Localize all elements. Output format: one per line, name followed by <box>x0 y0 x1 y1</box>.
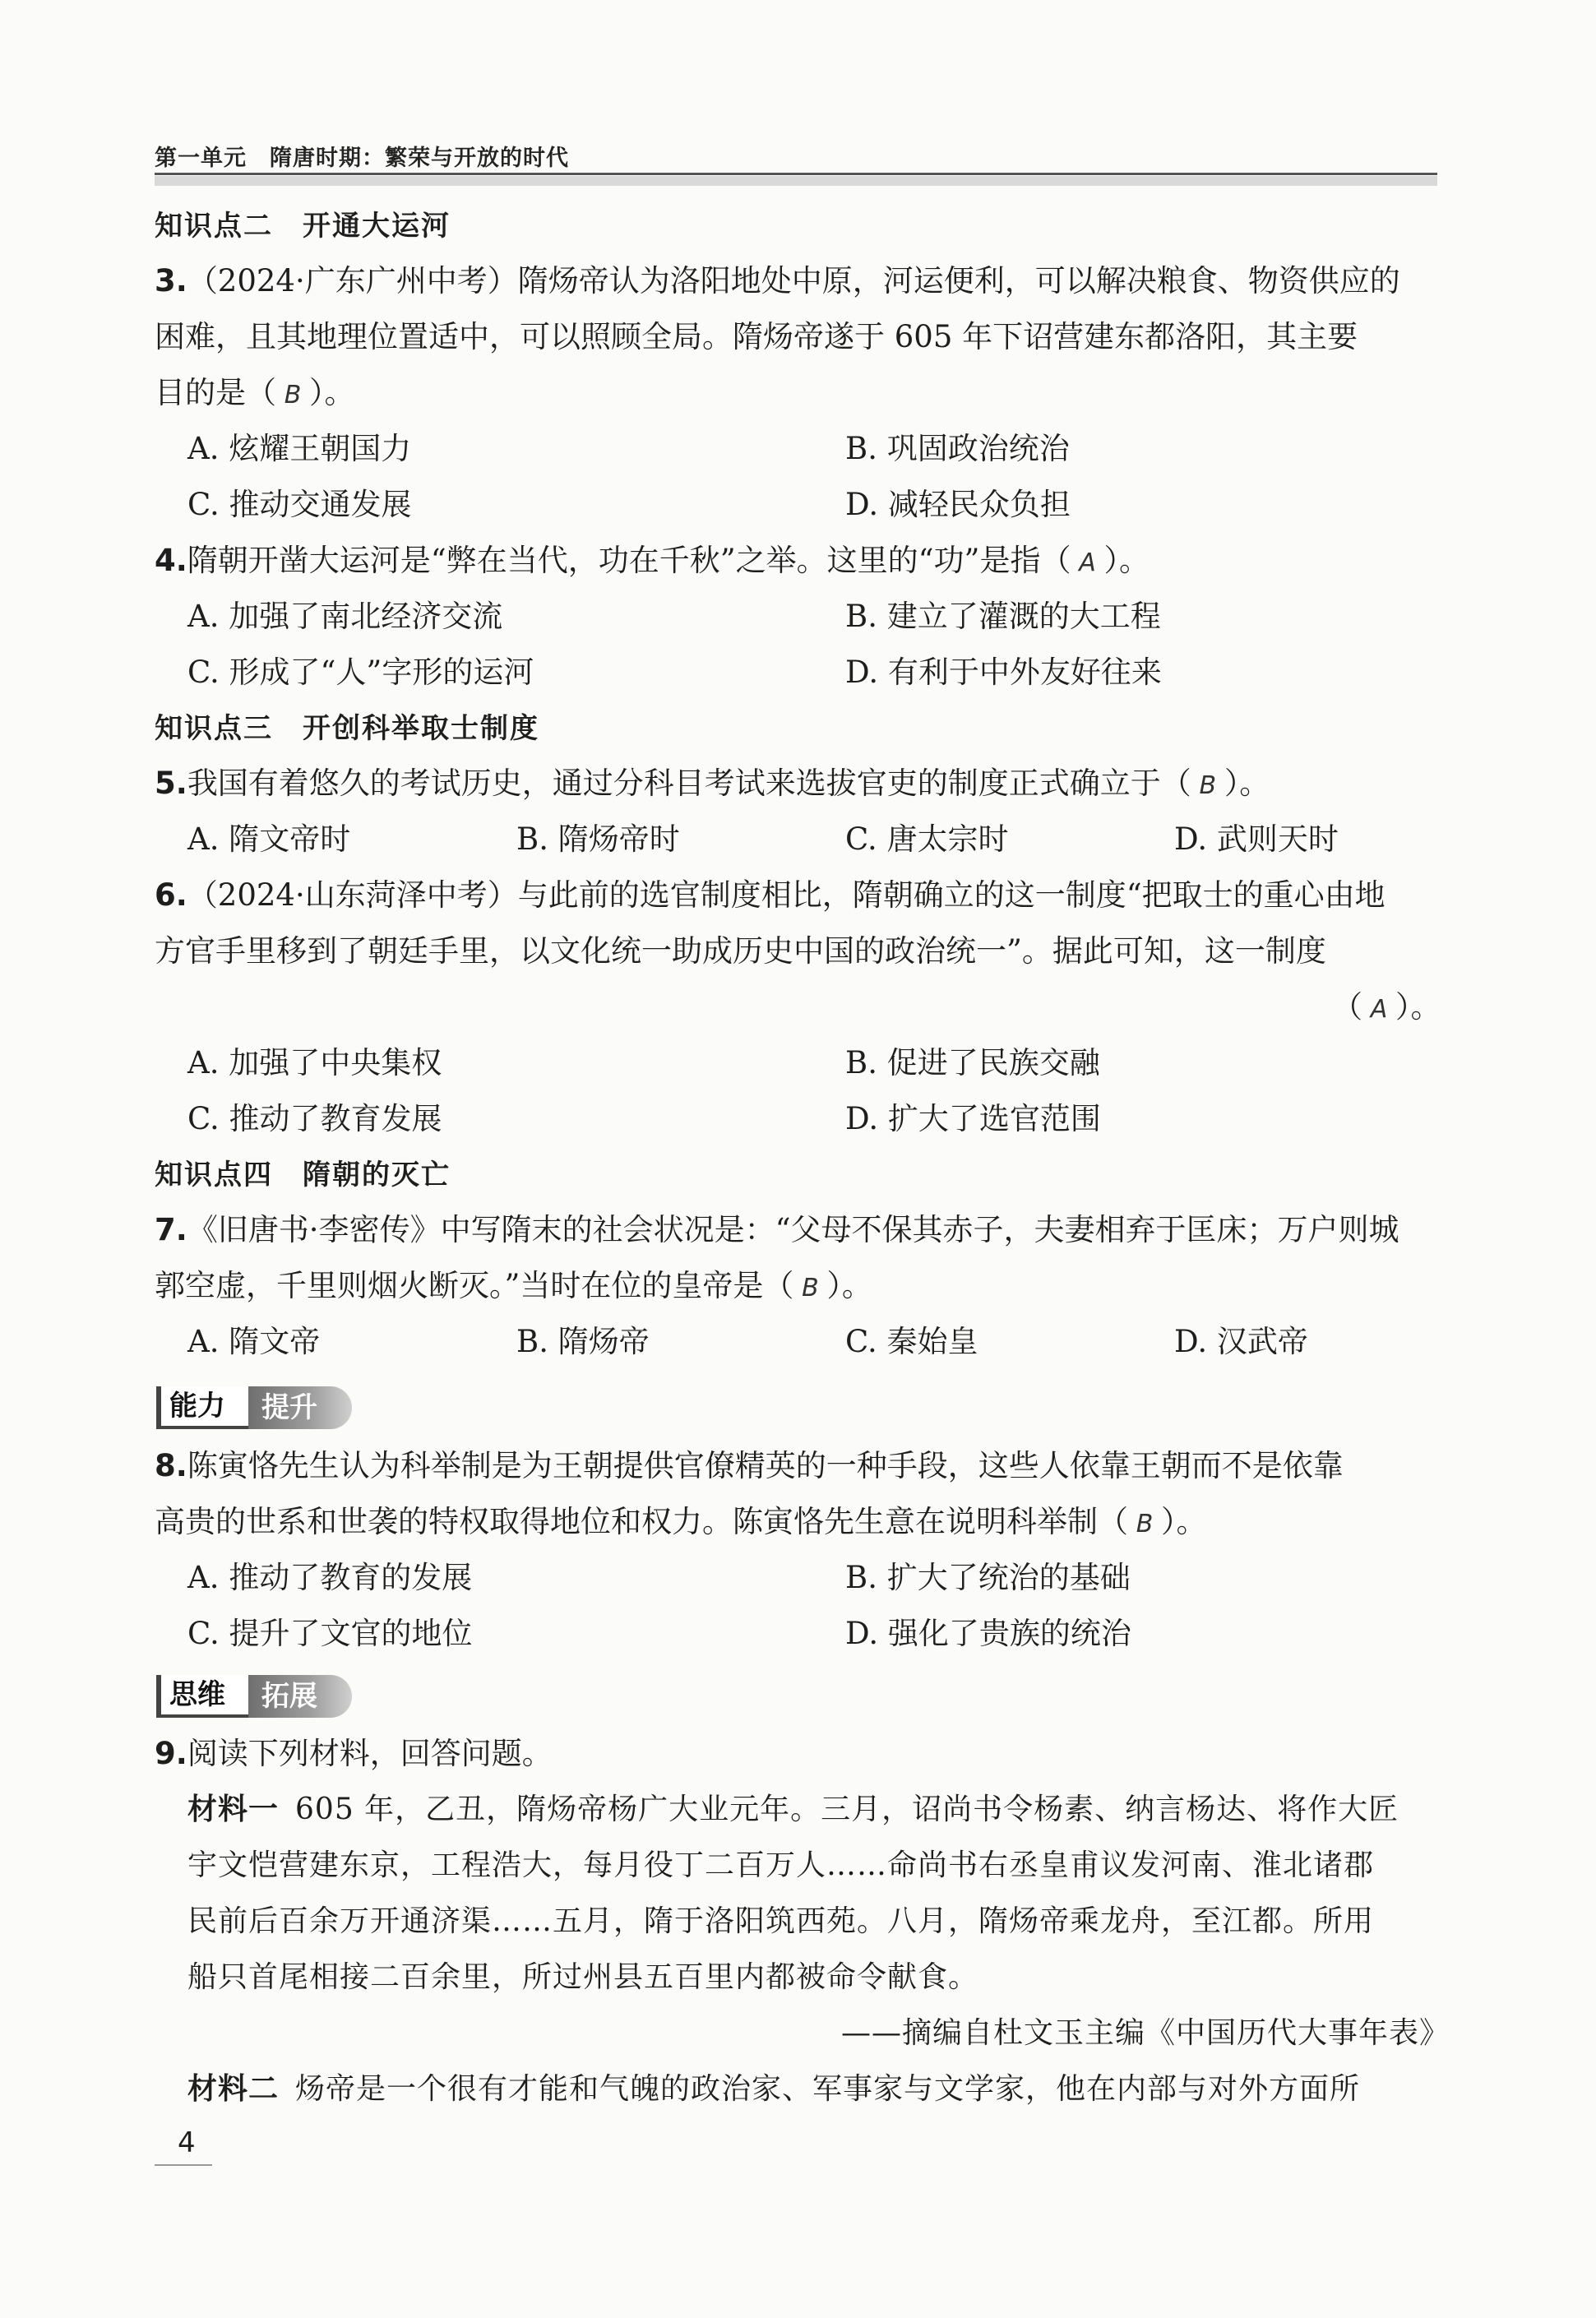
question-3-line-2: 困难，且其地理位置适中，可以照顾全局。隋炀帝遂于 605 年下诏营建东都洛阳，其主要 <box>155 319 1358 354</box>
question-text: 目的是（ <box>155 375 276 410</box>
question-text: ）。 <box>309 375 355 410</box>
section-heading-4: 知识点四 隋朝的灭亡 <box>155 1159 451 1191</box>
question-text: ）。 <box>1161 1504 1207 1539</box>
ability-badge <box>156 1386 352 1429</box>
answer-mark: B <box>1136 1510 1154 1538</box>
answer-mark: A <box>1079 548 1096 577</box>
answer-mark: B <box>284 381 302 409</box>
material-1-line-2: 宇文恺营建东京，工程浩大，每月役丁二百万人……命尚书右丞皇甫议发河南、淮北诸郡 <box>187 1848 1375 1882</box>
material-label: 材料二 <box>187 2072 280 2106</box>
option-d: D. 武则天时 <box>1174 821 1339 857</box>
question-number: 7. <box>155 1212 187 1247</box>
question-text: ）。 <box>1103 543 1150 578</box>
section-heading-2: 知识点二 开通大运河 <box>155 210 451 243</box>
badge-right-label: 拓展 <box>248 1675 352 1718</box>
question-number: 4. <box>155 543 187 578</box>
question-number: 3. <box>155 263 187 298</box>
question-5-line-1 <box>155 764 1270 806</box>
page-number-rule <box>155 2164 212 2166</box>
answer-mark: B <box>1199 771 1217 800</box>
question-text: 陈寅恪先生认为科举制是为王朝提供官僚精英的一种手段，这些人依靠王朝而不是依靠 <box>187 1448 1344 1483</box>
option-b: B. 隋炀帝 <box>516 1324 650 1359</box>
question-7-line-1 <box>155 1210 1399 1250</box>
option-b: B. 建立了灌溉的大工程 <box>845 599 1161 634</box>
option-c: C. 形成了“人”字形的运河 <box>187 655 534 690</box>
question-text: 高贵的世系和世袭的特权取得地位和权力。陈寅恪先生意在说明科举制（ <box>155 1504 1128 1539</box>
material-1-line-4: 船只首尾相接二百余里，所过州县五百里内都被命令献食。 <box>187 1960 979 1994</box>
option-a: A. 炫耀王朝国力 <box>187 431 412 466</box>
question-9-line-1 <box>155 1734 553 1774</box>
question-4-line-1 <box>155 541 1150 583</box>
option-b: B. 促进了民族交融 <box>845 1045 1100 1080</box>
question-6-line-2: 方官手里移到了朝廷手里，以文化统一助成历史中国的政治统一”。据此可知，这一制度 <box>155 933 1326 969</box>
question-6-line-1 <box>155 876 1386 915</box>
material-2-line-1 <box>187 2070 1360 2109</box>
option-b: B. 扩大了统治的基础 <box>845 1560 1131 1595</box>
option-b: B. 巩固政治统治 <box>845 431 1070 466</box>
option-c: C. 唐太宗时 <box>845 821 1009 857</box>
option-c: C. 推动了教育发展 <box>187 1101 442 1136</box>
question-3-line-3 <box>155 373 355 415</box>
thinking-badge <box>156 1675 352 1718</box>
question-text: 《旧唐书·李密传》中写隋末的社会状况是：“父母不保其赤子，夫妻相弃于匡床；万户则城 <box>187 1212 1399 1247</box>
running-header <box>155 138 1437 179</box>
header-title: 第一单元 隋唐时期：繁荣与开放的时代 <box>155 146 569 171</box>
question-number: 8. <box>155 1448 187 1483</box>
question-text: （2024·山东菏泽中考）与此前的选官制度相比，隋朝确立的这一制度“把取士的重心由地 <box>187 877 1386 913</box>
question-text: （ <box>1332 989 1362 1025</box>
option-a: A. 隋文帝 <box>187 1324 321 1359</box>
question-number: 6. <box>155 877 187 913</box>
page-number: 4 <box>178 2126 196 2159</box>
section-heading-3: 知识点三 开创科举取士制度 <box>155 712 539 745</box>
option-a: A. 推动了教育的发展 <box>187 1560 473 1595</box>
header-band <box>155 176 1437 186</box>
header-rule <box>155 173 1437 175</box>
badge-right-label: 提升 <box>248 1386 352 1429</box>
option-a: A. 隋文帝时 <box>187 821 351 857</box>
option-d: D. 扩大了选官范围 <box>845 1101 1101 1136</box>
question-7-line-2 <box>155 1266 872 1308</box>
badge-left-label: 能力 <box>156 1386 253 1429</box>
question-number: 5. <box>155 766 187 801</box>
answer-mark: B <box>802 1274 819 1302</box>
option-c: C. 提升了文官的地位 <box>187 1616 473 1651</box>
question-text: 我国有着悠久的考试历史，通过分科目考试来选拔官吏的制度正式确立于（ <box>187 766 1191 801</box>
question-text: 郭空虚，千里则烟火断灭。”当时在位的皇帝是（ <box>155 1268 794 1303</box>
option-d: D. 汉武帝 <box>1174 1324 1308 1359</box>
material-label: 材料一 <box>187 1793 280 1826</box>
badge-left-label: 思维 <box>156 1675 253 1718</box>
question-8-line-1 <box>155 1446 1344 1486</box>
material-1-line-3: 民前后百余万开通济渠……五月，隋于洛阳筑西苑。八月，隋炀帝乘龙舟，至江都。所用 <box>187 1904 1375 1938</box>
option-d: D. 强化了贵族的统治 <box>845 1616 1131 1651</box>
question-text: ）。 <box>1224 766 1270 801</box>
question-text: 阅读下列材料，回答问题。 <box>187 1736 553 1771</box>
question-text: ）。 <box>826 1268 872 1303</box>
question-6-line-3 <box>1332 988 1441 1029</box>
question-8-line-2 <box>155 1502 1207 1544</box>
material-text: 炀帝是一个很有才能和气魄的政治家、军事家与文学家，他在内部与对外方面所 <box>295 2072 1361 2106</box>
question-3-line-1 <box>155 261 1400 301</box>
option-a: A. 加强了中央集权 <box>187 1045 442 1080</box>
option-a: A. 加强了南北经济交流 <box>187 599 503 634</box>
answer-mark: A <box>1370 995 1388 1024</box>
question-number: 9. <box>155 1736 187 1771</box>
option-b: B. 隋炀帝时 <box>516 821 680 857</box>
option-d: D. 有利于中外友好往来 <box>845 655 1162 690</box>
option-c: C. 秦始皇 <box>845 1324 978 1359</box>
material-1-source: ——摘编自杜文玉主编《中国历代大事年表》 <box>840 2016 1450 2050</box>
option-c: C. 推动交通发展 <box>187 487 412 522</box>
material-text: 605 年，乙丑，隋炀帝杨广大业元年。三月，诏尚书令杨素、纳言杨达、将作大匠 <box>295 1793 1399 1826</box>
question-text: （2024·广东广州中考）隋炀帝认为洛阳地处中原，河运便利，可以解决粮食、物资供应的 <box>187 263 1400 298</box>
material-1-line-1 <box>187 1790 1399 1830</box>
question-text: 隋朝开凿大运河是“弊在当代，功在千秋”之举。这里的“功”是指（ <box>187 543 1071 578</box>
question-text: ）。 <box>1395 989 1441 1025</box>
option-d: D. 减轻民众负担 <box>845 487 1071 522</box>
